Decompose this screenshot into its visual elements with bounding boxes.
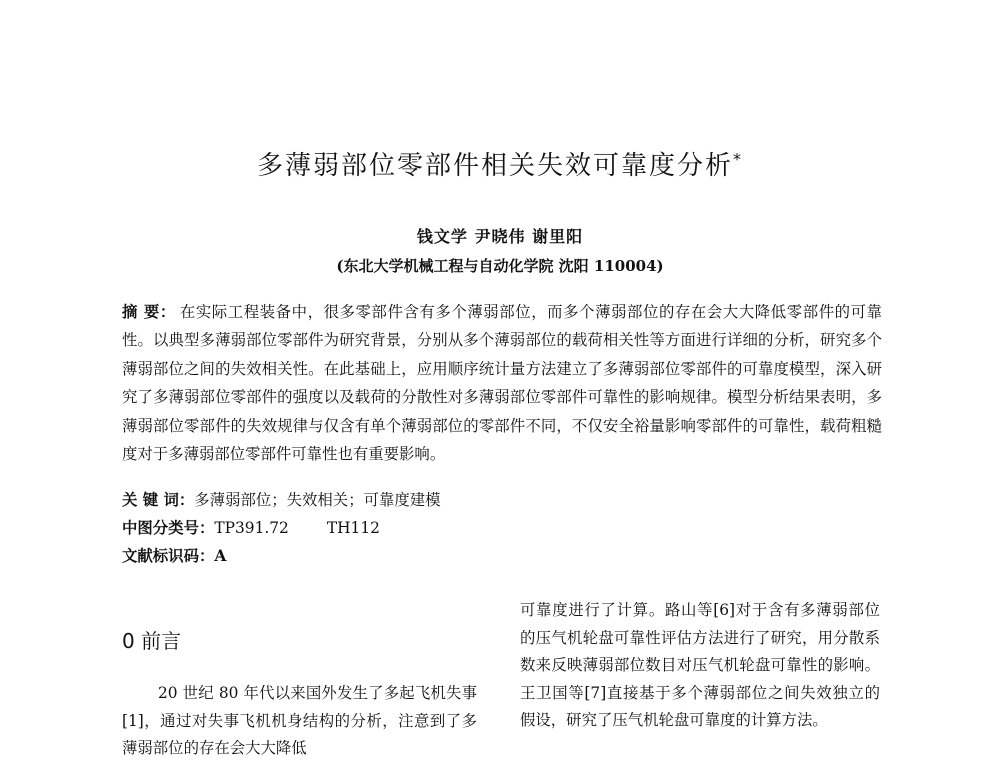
abstract <box>122 298 882 468</box>
document-code-line <box>122 544 226 566</box>
classification-label: 中图分类号： <box>122 519 215 537</box>
right-column-paragraph: 可靠度进行了计算。路山等[6]对于含有多薄弱部位的压气机轮盘可靠性评估方法进行了研究，用分散系数来反映薄弱部位数目对压气机轮盘可靠性的影响。王卫国等[7]直接基于多个薄弱部位之间失效独立的假设，研究了压气机轮盘可靠度的计算方法。 <box>520 601 880 729</box>
abstract-text: 在实际工程装备中，很多零部件含有多个薄弱部位，而多个薄弱部位的存在会大大降低零部件的可靠性。以典型多薄弱部位零部件为研究背景，分别从多个薄弱部位的载荷相关性等方面进行详细的分析，研究多个薄弱部位之间的失效相关性。在此基础上，应用顺序统计量方法建立了多薄弱部位零部件的可靠度模型，深入研究了多薄弱部位零部件的强度以及载荷的分散性对多薄弱部位零部件可靠性的影响规律。模型分析结果表明，多薄弱部位零部件的失效规律与仅含有单个薄弱部位的零部件不同，不仅安全裕量影响零部件的可靠性，载荷粗糙度对于多薄弱部位零部件可靠性也有重要影响。 <box>122 303 882 464</box>
title-footnote-mark: * <box>733 149 743 169</box>
paper-title <box>0 145 1000 182</box>
left-column <box>122 680 477 763</box>
classification-code-2: TH112 <box>326 519 380 537</box>
title-text: 多薄弱部位零部件相关失效可靠度分析 <box>256 151 733 181</box>
keywords-line <box>122 488 441 510</box>
section-heading-introduction: 0 前言 <box>122 629 182 653</box>
classification-code-1: TP391.72 <box>214 519 289 537</box>
left-column-paragraph: 20 世纪 80 年代以来国外发生了多起飞机失事[1]，通过对失事飞机机身结构的分析，注意到了多薄弱部位的存在会大大降低 <box>122 684 477 757</box>
author-list: 钱文学 尹晓伟 谢里阳 <box>416 227 584 246</box>
keywords-label: 关 键 词： <box>122 491 195 509</box>
abstract-label: 摘 要： <box>122 303 176 321</box>
keywords-value: 多薄弱部位；失效相关；可靠度建模 <box>194 491 441 509</box>
author-affiliation: (东北大学机械工程与自动化学院 沈阳 110004) <box>336 257 664 275</box>
document-code-label: 文献标识码： <box>122 547 215 565</box>
classification-line <box>122 516 380 538</box>
document-code-value: A <box>214 547 227 565</box>
